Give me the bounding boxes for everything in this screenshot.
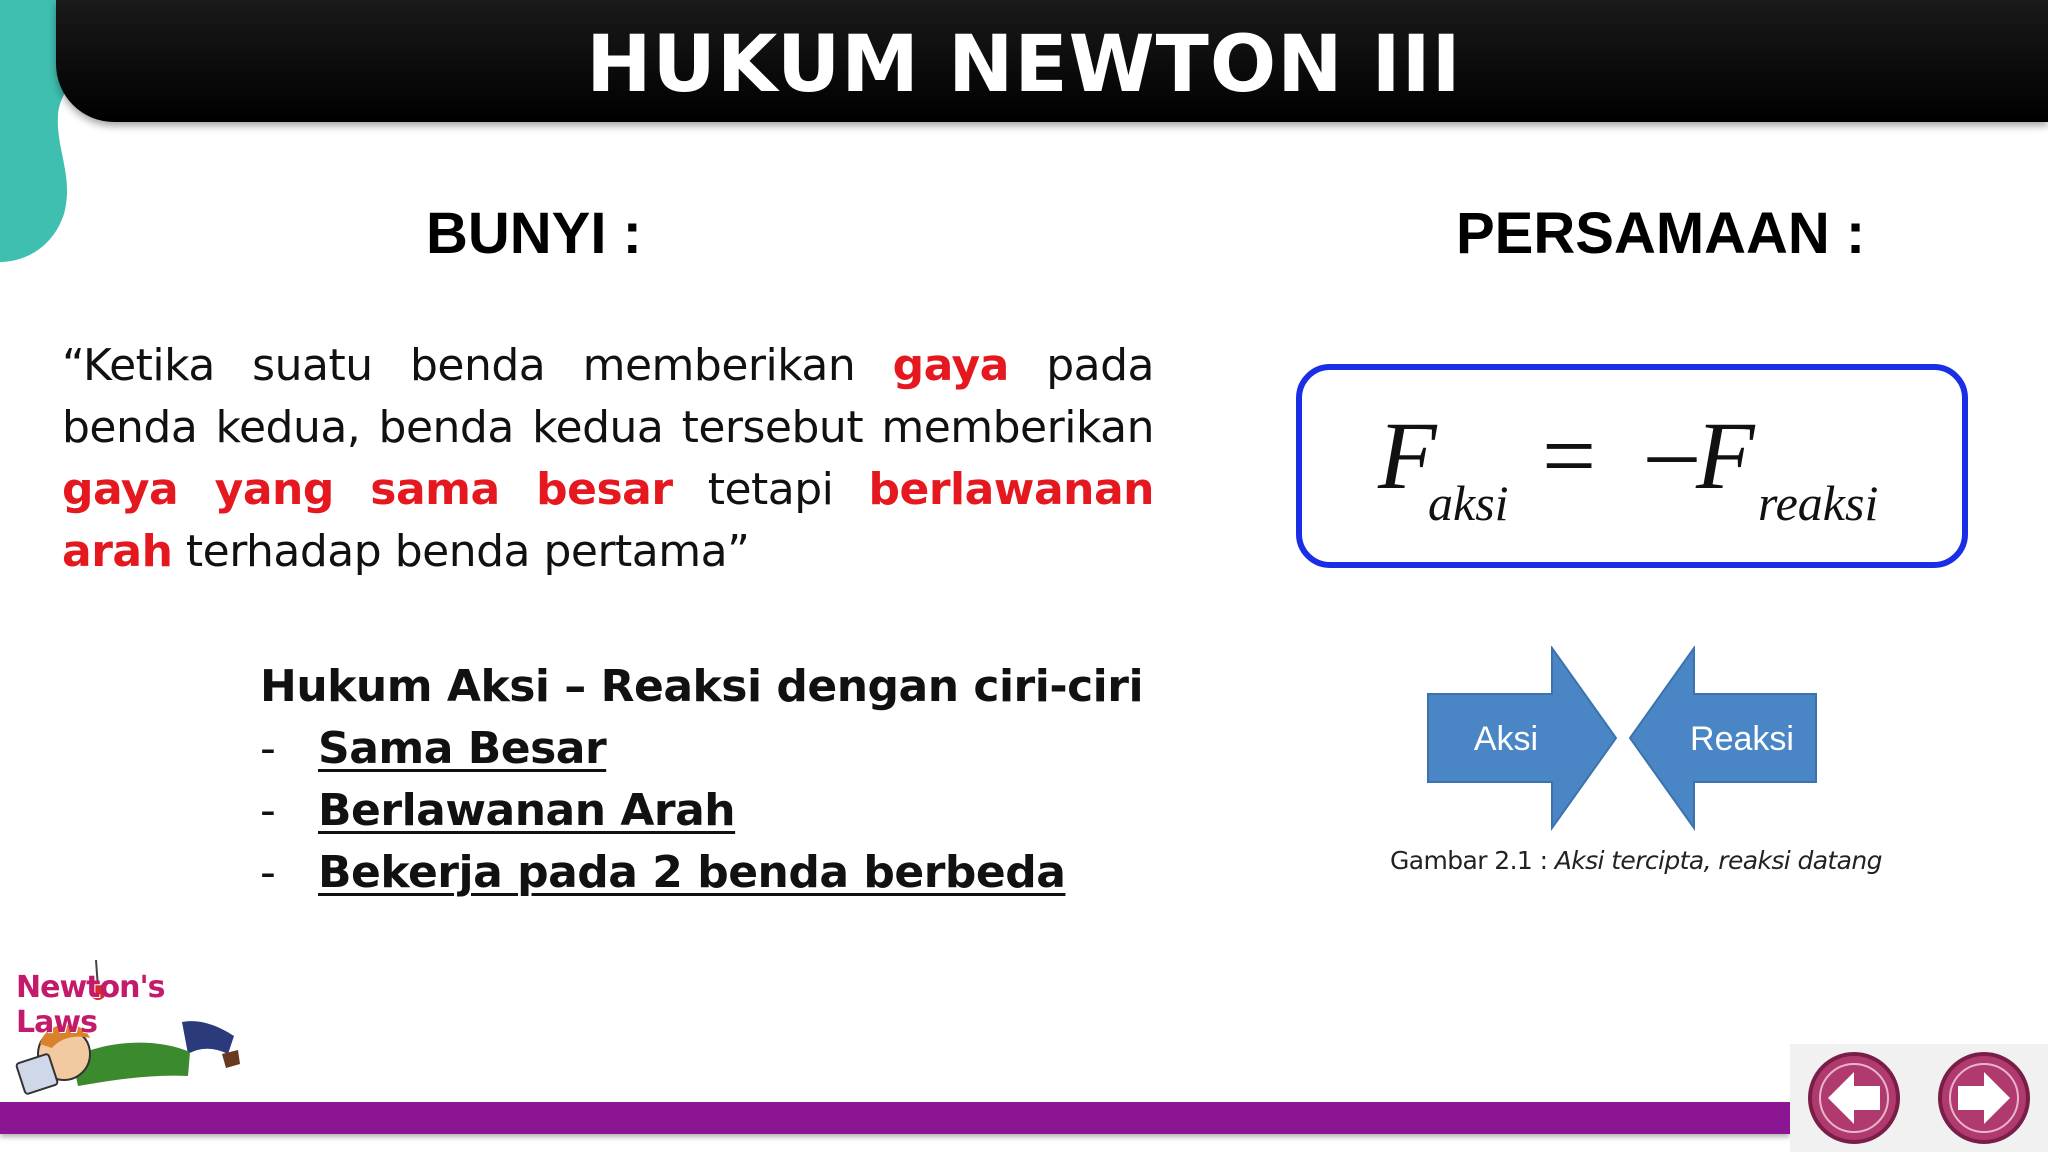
quote-highlight-same-magnitude: gaya yang sama besar (62, 464, 673, 515)
law-statement-quote (62, 335, 1154, 583)
figure-caption (1390, 846, 1882, 875)
list-dash: - (260, 785, 276, 836)
law-characteristics (260, 656, 1143, 904)
previous-slide-button[interactable] (1806, 1050, 1902, 1146)
caption-prefix: Gambar 2.1 : (1390, 846, 1555, 875)
equation-rhs-symbol: F (1696, 402, 1755, 509)
slide-title: HUKUM NEWTON III (586, 20, 1462, 110)
law-intro: Hukum Aksi – Reaksi dengan ciri-ciri (260, 661, 1144, 712)
action-arrow (1428, 648, 1616, 828)
persamaan-heading: PERSAMAAN : (1456, 201, 1866, 266)
logo-text: Newton's Laws (16, 970, 165, 1040)
footer-bar (0, 1102, 1790, 1134)
list-item (260, 718, 1143, 780)
reaction-arrow-label: Reaksi (1690, 720, 1794, 758)
list-item-text: Bekerja pada 2 benda berbeda (318, 847, 1066, 898)
list-dash: - (260, 847, 276, 898)
equation-graphic (1302, 370, 1962, 562)
newtons-laws-logo (12, 958, 244, 1100)
list-item-text: Sama Besar (318, 723, 607, 774)
equation-rhs-subscript: reaksi (1758, 475, 1879, 531)
quote-text: pada benda kedua, benda kedua tersebut memberikan (62, 340, 1154, 453)
list-item (260, 780, 1143, 842)
quote-text: tetapi (672, 464, 869, 515)
action-arrow-label: Aksi (1473, 720, 1539, 758)
caption-italic: Aksi tercipta, reaksi datang (1554, 846, 1882, 875)
equation-minus: – (1648, 396, 1696, 503)
equation-lhs-symbol: F (1378, 402, 1437, 509)
list-dash: - (260, 723, 276, 774)
equation-box (1296, 364, 1968, 568)
list-item (260, 842, 1143, 904)
quote-text: terhadap benda pertama” (172, 526, 750, 577)
reaction-arrow (1630, 648, 1816, 828)
equation-lhs-subscript: aksi (1428, 475, 1509, 531)
quote-text: “Ketika suatu benda memberikan (62, 340, 893, 391)
bunyi-heading: BUNYI : (426, 201, 642, 266)
quote-highlight-gaya: gaya (892, 340, 1009, 391)
arrow-left-icon (1806, 1050, 1902, 1146)
arrow-right-icon (1936, 1050, 2032, 1146)
action-reaction-figure (1420, 646, 1840, 836)
equation-equals: = (1542, 402, 1597, 509)
next-slide-button[interactable] (1936, 1050, 2032, 1146)
list-item-text: Berlawanan Arah (318, 785, 736, 836)
quote-highlight-opposite-direction: berlawanan arah (62, 464, 1154, 577)
